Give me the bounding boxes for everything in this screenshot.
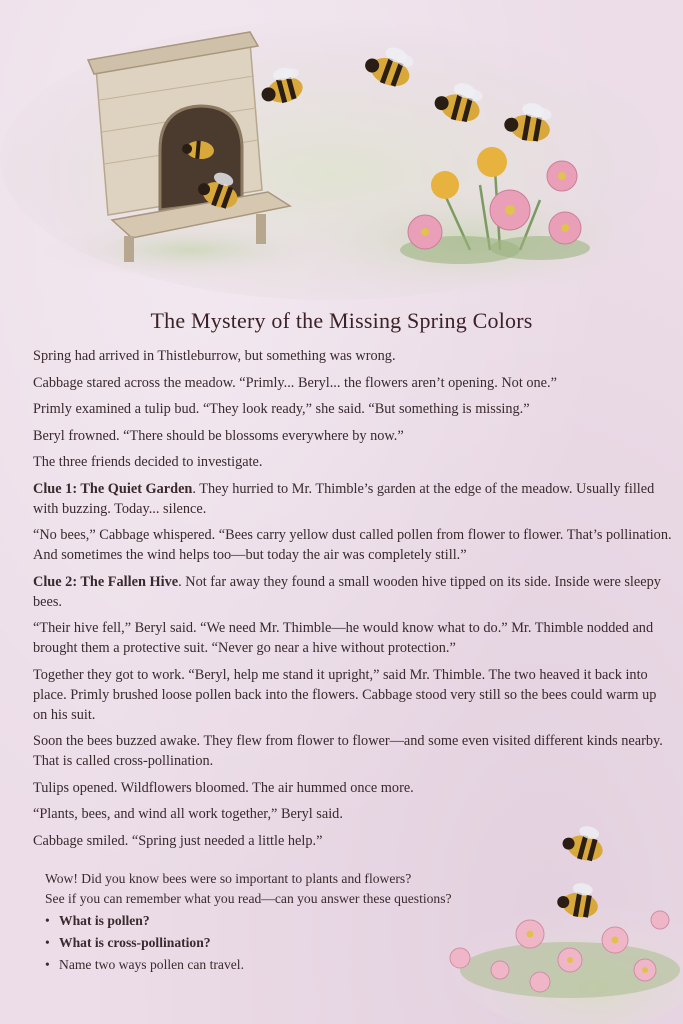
question-item: • Name two ways pollen can travel. [45, 955, 545, 975]
story-paragraph: Tulips opened. Wildflowers bloomed. The air hummed once more. [33, 779, 414, 796]
story-paragraph: Spring had arrived in Thistleburrow, but something was wrong. [33, 348, 396, 364]
quiz-intro: Wow! Did you know bees were so important to plants and flowers? [45, 871, 412, 886]
bullet-icon: • [45, 957, 50, 972]
story-paragraph: “No bees,” Cabbage whispered. “Bees carry yellow dust called pollen from flower to flower. That’s pollination. And sometimes the wind helps too—but today the air was completely still.” [33, 527, 672, 563]
clue-heading: Clue 1: The Quiet Garden [33, 480, 193, 497]
story-text [33, 346, 673, 857]
story-paragraph: “Their hive fell,” Beryl said. “We need Mr. Thimble—he would know what to do.” Mr. Thimble nodded and brought them a protective suit. “Never go near a hive without protection.” [33, 620, 654, 656]
bee-icon [560, 821, 608, 864]
quiz-intro: See if you can remember what you read—can you answer these questions? [45, 891, 452, 906]
page-title: The Mystery of the Missing Spring Colors [150, 308, 533, 333]
bullet-icon: • [45, 935, 50, 950]
story-paragraph: Primly examined a tulip bud. “They look ready,” she said. “But something is missing.” [33, 401, 530, 417]
story-paragraph: Beryl frowned. “There should be blossoms everywhere by now.” [33, 427, 404, 444]
story-paragraph: The three friends decided to investigate. [33, 454, 263, 470]
hive-and-bees-illustration [0, 0, 683, 300]
clue-paragraph: Clue 2: The Fallen Hive. Not far away they found a small wooden hive tipped on its side. Inside were sleepy bees. [33, 573, 661, 610]
story-paragraph: Together they got to work. “Beryl, help me stand it upright,” said Mr. Thimble. The two heaved it back into place. Primly brushed loose pollen back into the flowers. Cabbage stood very still so the bees could warm up on his suit. [33, 666, 657, 723]
story-paragraph: Cabbage stared across the meadow. “Primly... Beryl... the flowers aren’t opening. Not one.” [33, 374, 557, 391]
question-item: • What is pollen? [45, 911, 545, 931]
bees-and-flowers-illustration [420, 810, 683, 1024]
bullet-icon: • [45, 913, 50, 928]
story-paragraph: “Plants, bees, and wind all work together,” Beryl said. [33, 806, 343, 822]
clue-paragraph: Clue 1: The Quiet Garden. They hurried to Mr. Thimble’s garden at the edge of the meadow. Usually filled with buzzing. Today... silence. [33, 480, 655, 517]
clue-heading: Clue 2: The Fallen Hive [33, 573, 179, 590]
question-item: • What is cross-pollination? [45, 933, 545, 953]
story-paragraph: Cabbage smiled. “Spring just needed a little help.” [33, 832, 323, 849]
story-paragraph: Soon the bees buzzed awake. They flew from flower to flower—and some even visited different kinds nearby. That is called cross-pollination. [33, 733, 663, 769]
